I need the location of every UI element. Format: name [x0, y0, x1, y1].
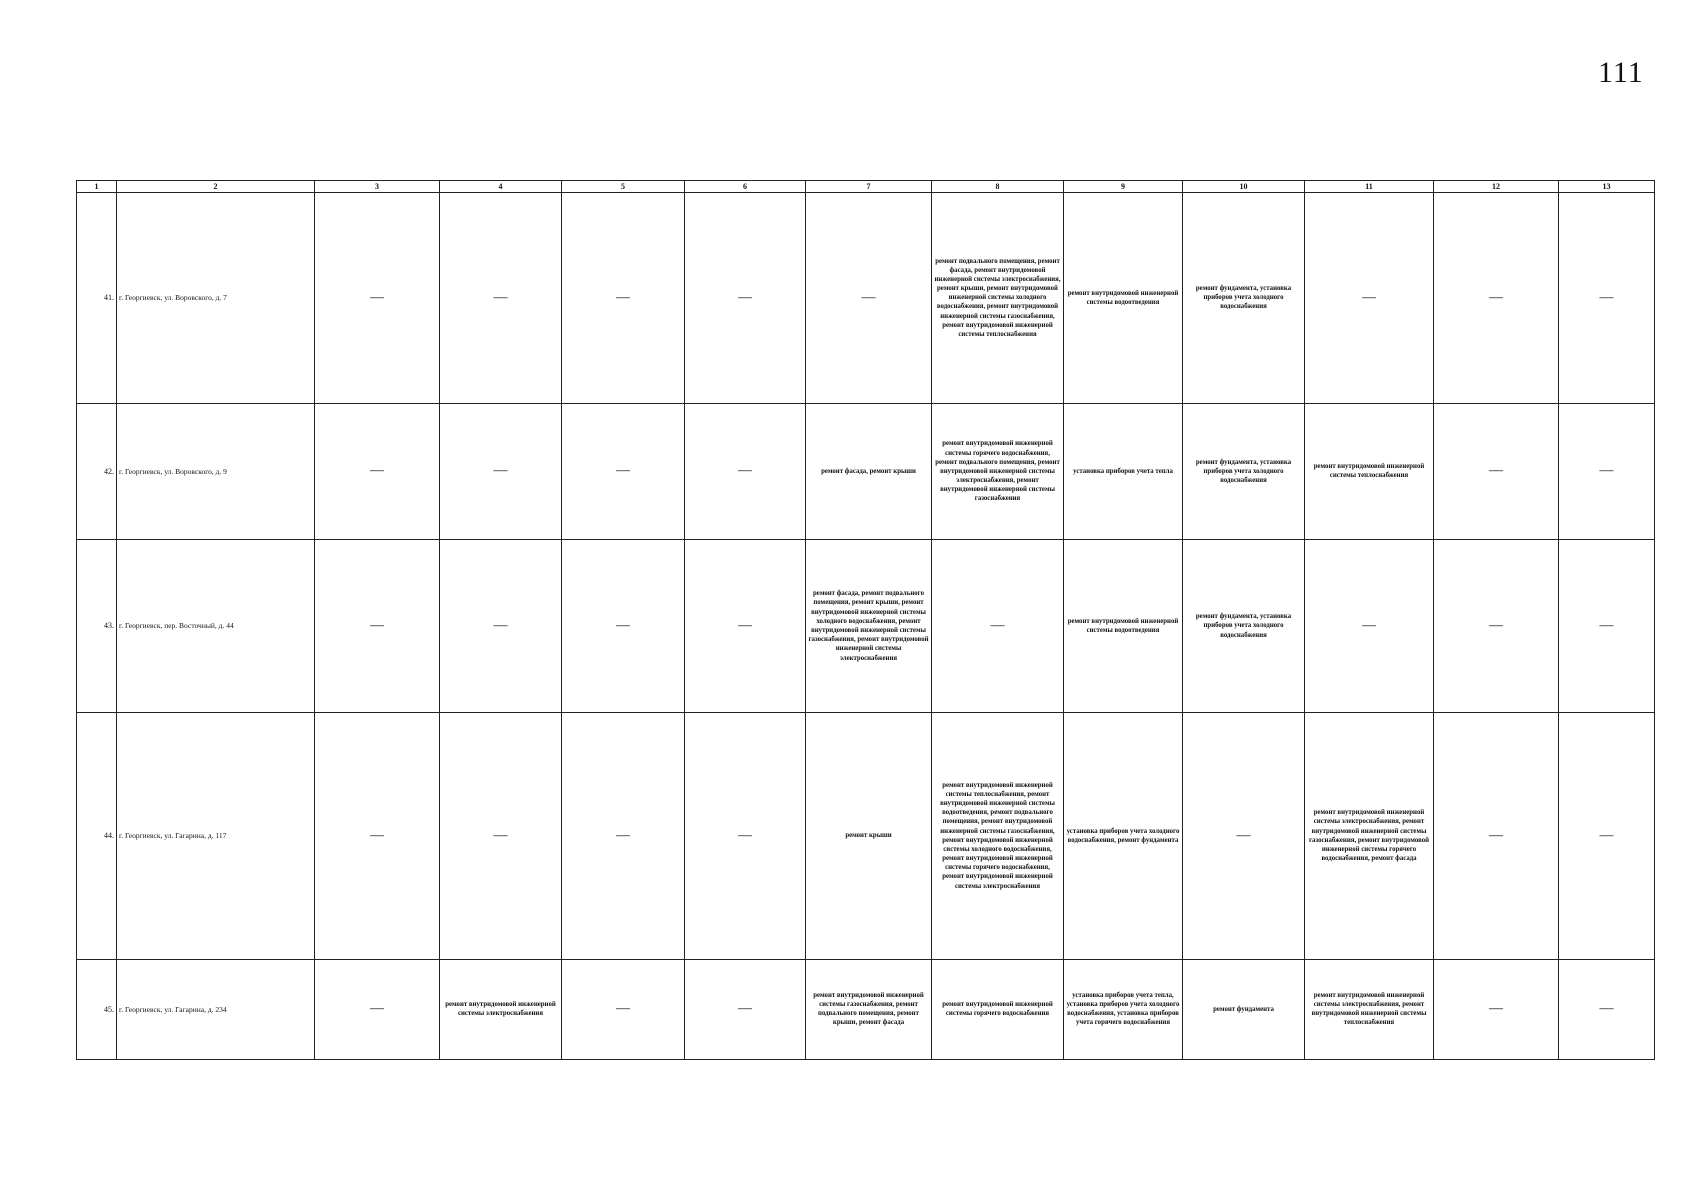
dash-cell: —	[315, 959, 440, 1059]
work-cell: ремонт фундамента	[1183, 959, 1305, 1059]
dash-cell: —	[315, 712, 440, 959]
dash-cell: —	[932, 540, 1064, 713]
dash-cell: —	[685, 193, 806, 404]
work-cell: ремонт подвального помещения, ремонт фасада, ремонт внутридомовой инженерной системы электроснабжения, ремонт крыши, ремонт внутридомовой инженерной системы холодного водоснабжения, ремонт внутридомовой инженерной системы газоснабжения, ремонт внутридомовой инженерной системы теплоснабжения	[932, 193, 1064, 404]
work-cell: ремонт внутридомовой инженерной системы теплоснабжения	[1305, 403, 1434, 539]
column-header: 7	[806, 181, 932, 193]
dash-cell: —	[562, 193, 685, 404]
dash-cell: —	[1559, 712, 1655, 959]
work-cell: ремонт внутридомовой инженерной системы электроснабжения, ремонт внутридомовой инженерной системы газоснабжения, ремонт внутридомовой инженерной системы горячего водоснабжения, ремонт фасада	[1305, 712, 1434, 959]
table-row	[77, 403, 1655, 539]
work-cell: ремонт внутридомовой инженерной системы горячего водоснабжения	[932, 959, 1064, 1059]
dash-cell: —	[562, 403, 685, 539]
dash-cell: —	[1434, 193, 1559, 404]
work-cell: установка приборов учета тепла, установка приборов учета холодного водоснабжения, установка приборов учета горячего водоснабжения	[1064, 959, 1183, 1059]
column-header: 10	[1183, 181, 1305, 193]
address-cell: г. Георгиевск, пер. Восточный, д. 44	[117, 540, 315, 713]
column-header: 2	[117, 181, 315, 193]
work-cell: ремонт внутридомовой инженерной системы электроснабжения	[440, 959, 562, 1059]
address-cell: г. Георгиевск, ул. Воровского, д. 7	[117, 193, 315, 404]
dash-cell: —	[685, 712, 806, 959]
address-cell: г. Георгиевск, ул. Гагарина, д. 234	[117, 959, 315, 1059]
row-number: 44.	[77, 712, 117, 959]
row-number: 41.	[77, 193, 117, 404]
row-number: 42.	[77, 403, 117, 539]
dash-cell: —	[562, 712, 685, 959]
dash-cell: —	[1305, 540, 1434, 713]
dash-cell: —	[1434, 712, 1559, 959]
column-header: 6	[685, 181, 806, 193]
dash-cell: —	[1305, 193, 1434, 404]
dash-cell: —	[440, 712, 562, 959]
column-header: 1	[77, 181, 117, 193]
work-cell: ремонт внутридомовой инженерной системы газоснабжения, ремонт подвального помещения, ремонт крыши, ремонт фасада	[806, 959, 932, 1059]
table-row	[77, 712, 1655, 959]
column-header: 9	[1064, 181, 1183, 193]
table-row	[77, 540, 1655, 713]
work-cell: ремонт фасада, ремонт крыши	[806, 403, 932, 539]
dash-cell: —	[685, 540, 806, 713]
column-header: 3	[315, 181, 440, 193]
page-number: 111	[1598, 56, 1644, 89]
work-cell: ремонт фундамента, установка приборов учета холодного водоснабжения	[1183, 193, 1305, 404]
work-cell: ремонт фундамента, установка приборов учета холодного водоснабжения	[1183, 540, 1305, 713]
dash-cell: —	[685, 403, 806, 539]
dash-cell: —	[315, 540, 440, 713]
work-cell: ремонт внутридомовой инженерной системы водоотведения	[1064, 193, 1183, 404]
column-header: 8	[932, 181, 1064, 193]
dash-cell: —	[440, 193, 562, 404]
dash-cell: —	[440, 403, 562, 539]
dash-cell: —	[1559, 403, 1655, 539]
dash-cell: —	[806, 193, 932, 404]
dash-cell: —	[1559, 959, 1655, 1059]
table-row	[77, 959, 1655, 1059]
dash-cell: —	[1183, 712, 1305, 959]
work-cell: ремонт фасада, ремонт подвального помещения, ремонт крыши, ремонт внутридомовой инженерной системы холодного водоснабжения, ремонт внутридомовой инженерной системы газоснабжения, ремонт внутридомовой инженерной системы электроснабжения	[806, 540, 932, 713]
work-cell: установка приборов учета тепла	[1064, 403, 1183, 539]
address-cell: г. Георгиевск, ул. Воровского, д. 9	[117, 403, 315, 539]
dash-cell: —	[1559, 540, 1655, 713]
dash-cell: —	[1434, 540, 1559, 713]
work-schedule-table	[76, 180, 1654, 1060]
work-cell: установка приборов учета холодного водоснабжения, ремонт фундамента	[1064, 712, 1183, 959]
column-header: 13	[1559, 181, 1655, 193]
column-header: 4	[440, 181, 562, 193]
work-cell: ремонт внутридомовой инженерной системы водоотведения	[1064, 540, 1183, 713]
dash-cell: —	[685, 959, 806, 1059]
work-cell: ремонт фундамента, установка приборов учета холодного водоснабжения	[1183, 403, 1305, 539]
table-row	[77, 193, 1655, 404]
row-number: 45.	[77, 959, 117, 1059]
dash-cell: —	[1434, 403, 1559, 539]
work-cell: ремонт внутридомовой инженерной системы горячего водоснабжения, ремонт подвального помещения, ремонт внутридомовой инженерной системы электроснабжения, ремонт внутридомовой инженерной системы газоснабжения	[932, 403, 1064, 539]
dash-cell: —	[562, 959, 685, 1059]
column-header: 5	[562, 181, 685, 193]
dash-cell: —	[315, 403, 440, 539]
dash-cell: —	[440, 540, 562, 713]
row-number: 43.	[77, 540, 117, 713]
work-cell: ремонт крыши	[806, 712, 932, 959]
dash-cell: —	[1559, 193, 1655, 404]
address-cell: г. Георгиевск, ул. Гагарина, д. 117	[117, 712, 315, 959]
dash-cell: —	[1434, 959, 1559, 1059]
column-header: 12	[1434, 181, 1559, 193]
dash-cell: —	[562, 540, 685, 713]
column-header: 11	[1305, 181, 1434, 193]
column-number-header	[77, 181, 1655, 193]
work-cell: ремонт внутридомовой инженерной системы электроснабжения, ремонт внутридомовой инженерной системы теплоснабжения	[1305, 959, 1434, 1059]
dash-cell: —	[315, 193, 440, 404]
work-cell: ремонт внутридомовой инженерной системы теплоснабжения, ремонт внутридомовой инженерной системы водоотведения, ремонт подвального помещения, ремонт внутридомовой инженерной системы газоснабжения, ремонт внутридомовой инженерной системы холодного водоснабжения, ремонт внутридомовой инженерной системы горячего водоснабжения, ремонт внутридомовой инженерной системы электроснабжения	[932, 712, 1064, 959]
